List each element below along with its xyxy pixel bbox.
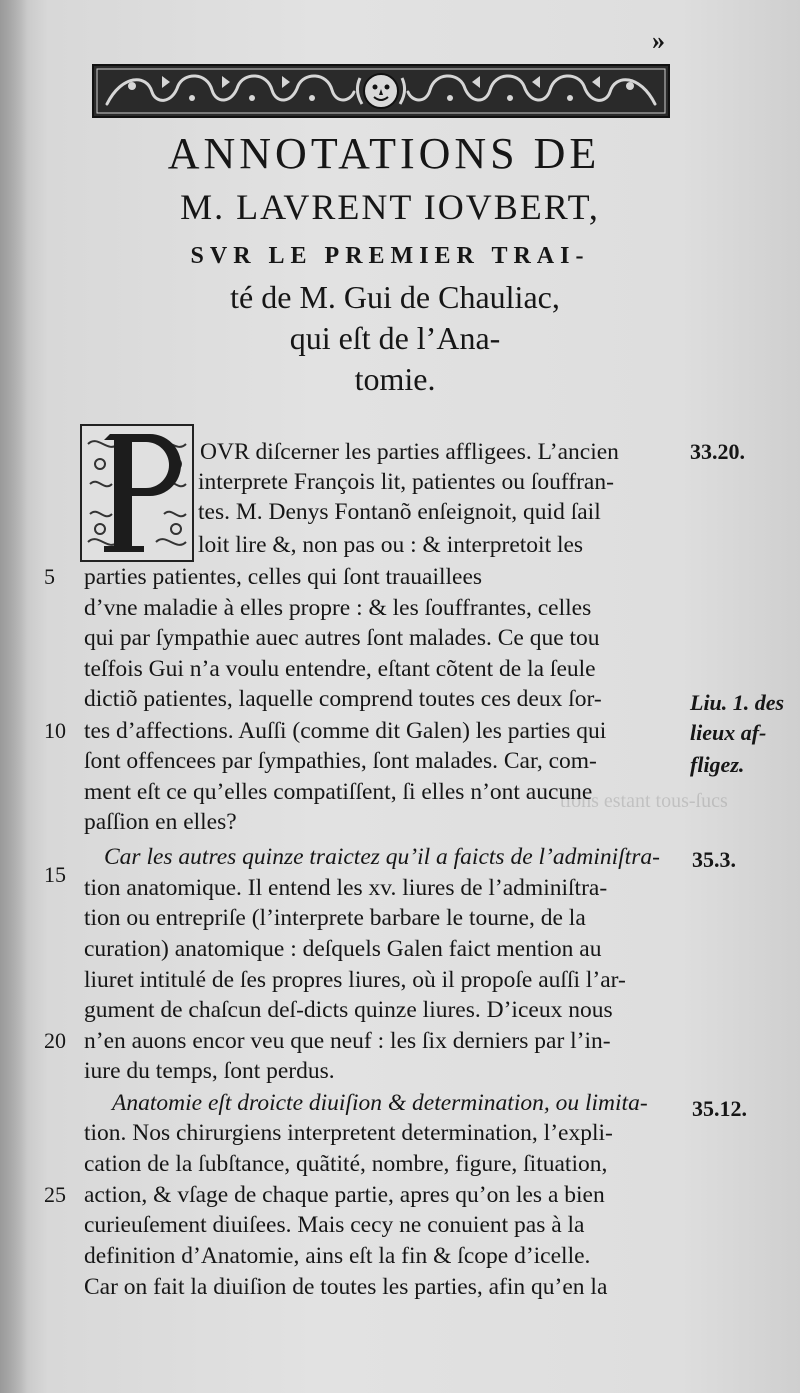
line-number: 15	[44, 862, 66, 887]
text-line: liuret intitulé de ſes propres liures, où il propoſe auſſi l’ar-	[84, 967, 626, 993]
text-line: tion. Nos chirurgiens interpretent determination, l’expli-	[84, 1120, 613, 1146]
text-line: tes d’affections. Auſſi (comme dit Galen) les parties qui	[84, 718, 607, 744]
text-line: Car on fait la diuiſion de toutes les parties, afin qu’en la	[84, 1274, 608, 1300]
text-line: definition d’Anatomie, ains eſt la fin & ſcope d’icelle.	[84, 1243, 591, 1269]
text-line: ment eſt ce qu’elles compatiſſent, ſi elles n’ont aucune	[84, 779, 593, 805]
text-line: d’vne maladie à elles propre : & les ſouffrantes, celles	[84, 595, 592, 621]
headpiece-ornament-icon	[92, 64, 670, 118]
decorative-headpiece	[92, 64, 670, 118]
line-number: 10	[44, 718, 66, 743]
text-line: loit lire &, non pas ou : & interpretoit les	[198, 532, 584, 558]
margin-note: fligez.	[690, 752, 745, 777]
text-line: iure du temps, ſont perdus.	[84, 1058, 335, 1084]
text-line: cation de la ſubſtance, quãtité, nombre, figure, ſituation,	[84, 1151, 608, 1177]
text-line-lemma: Car les autres quinze traictez qu’il a faicts de l’adminiſtra-	[104, 844, 660, 870]
text-line: interprete François lit, patientes ou ſouffran-	[198, 469, 614, 495]
margin-note: Liu. 1. des	[690, 690, 785, 715]
page-subtitle: SVR LE PREMIER TRAI-	[190, 243, 590, 269]
page-subtitle-line: tomie.	[354, 361, 436, 397]
text-line: tion ou entrepriſe (l’interprete barbare le tourne, de la	[84, 905, 586, 931]
corner-mark: »	[652, 26, 665, 55]
text-line: teſfois Gui n’a voulu entendre, eſtant cõtent de la ſeule	[84, 656, 596, 682]
bleed-through-text: tions estant tous-ſucs	[560, 790, 728, 812]
text-line: qui par ſympathie auec autres ſont malades. Ce que tou	[84, 625, 600, 651]
text-line: curieuſement diuiſees. Mais cecy ne conuient pas à la	[84, 1212, 585, 1238]
text-line-lemma: Anatomie eſt droicte diuiſion & determination, ou limita-	[112, 1090, 648, 1116]
page-title: ANNOTATIONS DE	[167, 129, 601, 178]
text-line: dictiõ patientes, laquelle comprend toutes ces deux ſor-	[84, 686, 602, 712]
text-line: gument de chaſcun deſ-dicts quinze liures. D’iceux nous	[84, 997, 613, 1023]
text-line: paſſion en elles?	[84, 809, 237, 835]
text-line: n’en auons encor veu que neuf : les ſix derniers par l’in-	[84, 1028, 611, 1054]
text-line: action, & vſage de chaque partie, apres qu’on les a bien	[84, 1182, 605, 1208]
page-title-author: M. LAVRENT IOVBERT,	[180, 187, 600, 227]
page-subtitle-line: té de M. Gui de Chauliac,	[230, 279, 560, 315]
line-number: 25	[44, 1182, 66, 1207]
margin-reference: 33.20.	[690, 439, 745, 464]
decorated-initial-P	[80, 424, 194, 562]
text-line: tes. M. Denys Fontanõ enſeignoit, quid ſail	[198, 499, 601, 525]
drop-cap-icon	[80, 424, 194, 562]
margin-note: lieux af-	[690, 720, 767, 745]
page-subtitle-line: qui eſt de l’Ana-	[289, 320, 501, 356]
margin-reference: 35.3.	[692, 847, 736, 872]
text-line: ſont offencees par ſympathies, ſont malades. Car, com-	[84, 748, 597, 774]
text-line: parties patientes, celles qui ſont trauaillees	[84, 564, 483, 590]
line-number: 20	[44, 1028, 66, 1053]
page-shadow-edge	[0, 0, 28, 1393]
text-line: curation) anatomique : deſquels Galen faict mention au	[84, 936, 602, 962]
line-number: 5	[44, 564, 55, 589]
text-line: tion anatomique. Il entend les xv. liures de l’adminiſtra-	[84, 875, 608, 901]
margin-reference: 35.12.	[692, 1096, 747, 1121]
text-line: OVR diſcerner les parties affligees. L’ancien	[200, 439, 619, 465]
